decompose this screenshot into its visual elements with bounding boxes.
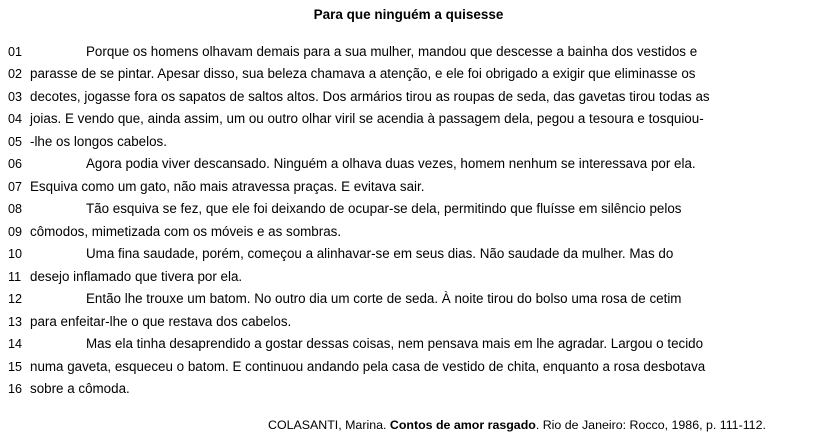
- line-number: 14: [8, 337, 23, 352]
- text-line: [8, 221, 805, 244]
- text-line: [8, 63, 805, 86]
- line-number: 10: [8, 247, 23, 262]
- line-number: 06: [8, 157, 23, 172]
- text-line: [8, 288, 805, 311]
- line-number: 08: [8, 202, 23, 217]
- line-text: [30, 333, 805, 355]
- line-number: 02: [8, 67, 23, 82]
- source-publication: . Rio de Janeiro: Rocco, 1986, p. 111-112.: [535, 417, 766, 432]
- line-text: [30, 266, 805, 288]
- text-line: [8, 198, 805, 221]
- text-line: [8, 86, 805, 109]
- line-text: [30, 153, 805, 175]
- line-content: para enfeitar-lhe o que restava dos cabelos.: [30, 313, 292, 329]
- line-number: 13: [8, 314, 23, 329]
- text-line: [8, 333, 805, 356]
- text-line: [8, 131, 805, 154]
- line-number: 03: [8, 89, 23, 104]
- line-number: 01: [8, 44, 23, 59]
- text-line: [8, 41, 805, 64]
- line-text: [30, 41, 805, 63]
- line-content: Tão esquiva se fez, que ele foi deixando de ocupar-se dela, permitindo que fluísse em silêncio pelos: [86, 201, 682, 217]
- line-text: [30, 176, 805, 198]
- line-content: joias. E vendo que, ainda assim, um ou outro olhar viril se acendia à passagem dela, pegou a tesoura e tosquiou-: [30, 111, 704, 127]
- line-content: Uma fina saudade, porém, começou a alinhavar-se em seus dias. Não saudade da mulher. Mas do: [86, 246, 674, 262]
- line-text: [30, 198, 805, 220]
- line-number: 09: [8, 224, 23, 239]
- line-text: [30, 63, 805, 85]
- line-number: 16: [8, 382, 23, 397]
- line-number: 05: [8, 134, 23, 149]
- line-number: 15: [8, 359, 23, 374]
- text-line: [8, 176, 805, 199]
- text-body: [0, 41, 817, 401]
- line-content: cômodos, mimetizada com os móveis e as sombras.: [30, 223, 342, 239]
- line-content: Esquiva como um gato, não mais atravessa praças. E evitava sair.: [30, 178, 425, 194]
- line-number: 04: [8, 112, 23, 127]
- line-text: [30, 221, 805, 243]
- line-content: Agora podia viver descansado. Ninguém a olhava duas vezes, homem nenhum se interessava por ela.: [86, 156, 696, 172]
- line-text: [30, 86, 805, 108]
- text-line: [8, 378, 805, 401]
- text-line: [8, 356, 805, 379]
- line-content: -lhe os longos cabelos.: [30, 133, 167, 149]
- line-number: 11: [8, 269, 22, 284]
- line-content: parasse de se pintar. Apesar disso, sua beleza chamava a atenção, e ele foi obrigado a exigir que eliminasse os: [30, 66, 696, 82]
- line-content: numa gaveta, esqueceu o batom. E continuou andando pela casa de vestido de chita, enquanto a rosa desbotava: [30, 358, 706, 374]
- text-line: [8, 108, 805, 131]
- text-line: [8, 243, 805, 266]
- text-line: [8, 311, 805, 334]
- line-content: desejo inflamado que tivera por ela.: [30, 268, 243, 284]
- line-text: [30, 131, 805, 153]
- document-page: [0, 6, 817, 432]
- line-content: Mas ela tinha desaprendido a gostar dessas coisas, nem pensava mais em lhe agradar. Largou o tecido: [86, 336, 704, 352]
- line-content: sobre a cômoda.: [30, 381, 130, 397]
- page-title: Para que ninguém a quisesse: [313, 7, 504, 22]
- line-number: 07: [8, 179, 23, 194]
- line-text: [30, 243, 805, 265]
- line-number: 12: [8, 292, 23, 307]
- line-text: [30, 288, 805, 310]
- line-content: Então lhe trouxe um batom. No outro dia um corte de seda. À noite tirou do bolso uma rosa de cetim: [86, 291, 682, 307]
- text-line: [8, 153, 805, 176]
- source-citation: [0, 417, 817, 433]
- source-work: Contos de amor rasgado: [389, 417, 536, 432]
- line-content: decotes, jogasse fora os sapatos de saltos altos. Dos armários tirou as roupas de seda, das gavetas tirou todas as: [30, 88, 710, 104]
- line-text: [30, 378, 805, 400]
- text-line: [8, 266, 805, 289]
- line-text: [30, 311, 805, 333]
- line-content: Porque os homens olhavam demais para a sua mulher, mandou que descesse a bainha dos vestidos e: [86, 43, 698, 59]
- line-text: [30, 356, 805, 378]
- line-text: [30, 108, 805, 130]
- source-author: COLASANTI, Marina.: [268, 417, 390, 432]
